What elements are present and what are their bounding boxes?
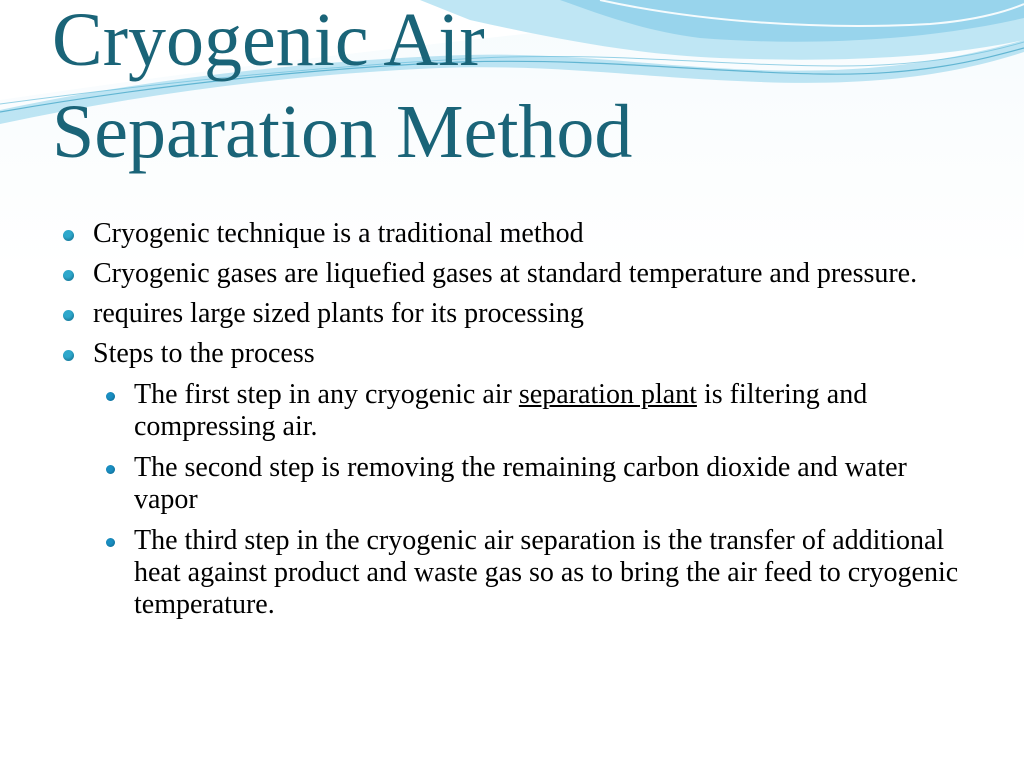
- sub-bullet-text: The third step in the cryogenic air separation is the transfer of additional heat against product and waste gas so as to bring the air feed to cryogenic temperature.: [134, 525, 959, 620]
- separation-plant-link[interactable]: separation plant: [518, 379, 697, 410]
- bullet-dot-icon: [63, 350, 74, 361]
- slide-title: [52, 0, 632, 178]
- bullet-text: Cryogenic gases are liquefied gases at standard temperature and pressure.: [93, 258, 918, 289]
- bullet-item: [60, 338, 960, 621]
- sub-bullet-dot-icon: [106, 538, 115, 547]
- sub-bullet-dot-icon: [106, 465, 115, 474]
- sub-bullet-item: [103, 525, 960, 621]
- title-line-2: Separation Method: [52, 90, 633, 174]
- sub-bullet-text-after: is filtering and compressing air.: [134, 379, 868, 442]
- bullet-item: [60, 258, 960, 290]
- sub-bullet-dot-icon: [106, 392, 115, 401]
- bullet-item: [60, 298, 960, 330]
- bullet-dot-icon: [63, 270, 74, 281]
- slide-body: [60, 218, 960, 630]
- sub-bullet-list: [103, 379, 960, 621]
- sub-bullet-text: The second step is removing the remaining carbon dioxide and water vapor: [134, 452, 907, 515]
- sub-bullet-item: [103, 379, 960, 443]
- title-line-1: Cryogenic Air: [52, 0, 485, 82]
- bullet-item: [60, 218, 960, 250]
- bullet-text: Steps to the process: [93, 338, 315, 369]
- sub-bullet-item: [103, 452, 960, 516]
- bullet-dot-icon: [63, 310, 74, 321]
- sub-bullet-text-before: The first step in any cryogenic air: [134, 379, 519, 410]
- bullet-dot-icon: [63, 230, 74, 241]
- bullet-text: Cryogenic technique is a traditional method: [93, 218, 584, 249]
- bullet-text: requires large sized plants for its processing: [93, 298, 584, 329]
- bullet-list: [60, 218, 960, 621]
